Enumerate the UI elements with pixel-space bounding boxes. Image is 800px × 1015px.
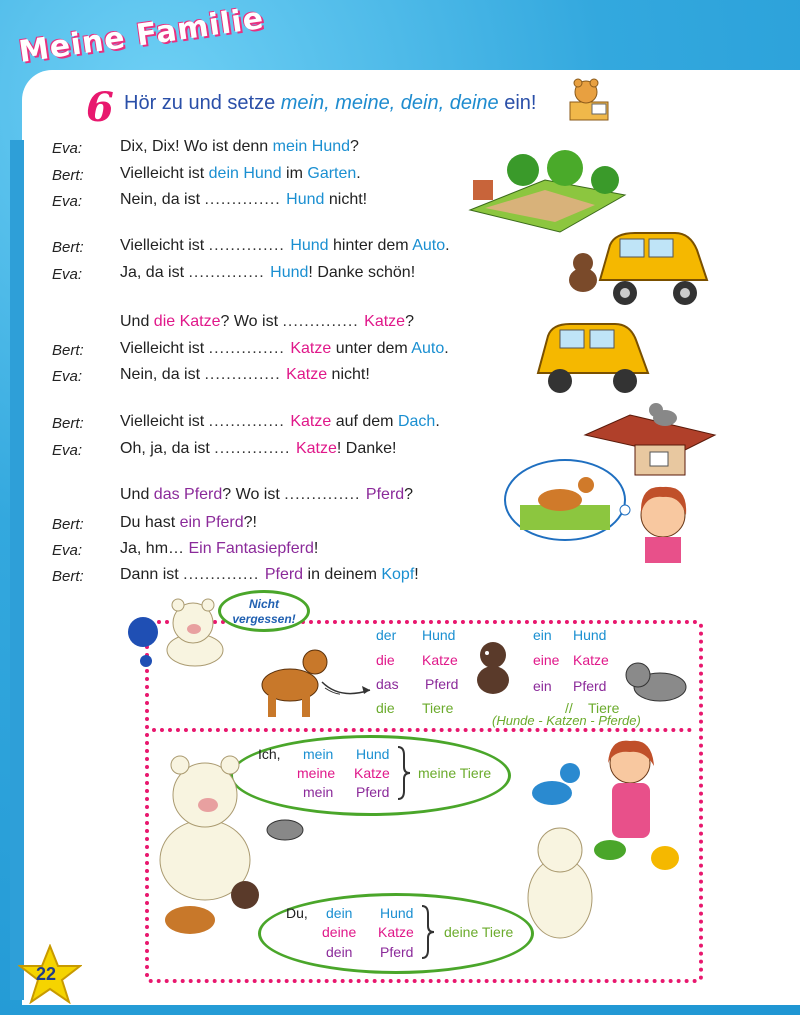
dialog-line <box>120 138 359 156</box>
dialog-text: . <box>444 340 449 357</box>
fill-in-blank[interactable]: .............. <box>204 366 287 383</box>
ich-meine: meine <box>297 765 336 781</box>
du-deine: deine <box>322 924 357 940</box>
task-suffix: ein! <box>498 92 537 114</box>
article-die: die <box>376 652 395 668</box>
dialog-text: Vielleicht ist <box>120 165 209 182</box>
dialog-speaker: Eva: <box>52 542 83 559</box>
garden-illustration <box>465 150 630 235</box>
dialog-text: im <box>281 165 308 182</box>
dialog-text: . <box>445 237 450 254</box>
dialog-text: ! <box>313 540 319 557</box>
dialog-speaker: Bert: <box>52 239 84 256</box>
du-pronoun: Du, <box>286 905 308 921</box>
ich-mein-n: mein <box>303 784 334 800</box>
indef-ein-pferd: ein <box>533 678 552 694</box>
indef-noun-hund: Hund <box>573 627 607 643</box>
task-number: 6 <box>86 84 114 131</box>
dialog-text: Katze <box>286 366 328 383</box>
dialog-text: mein Hund <box>272 138 351 155</box>
dialog-text: in deinem <box>303 566 382 583</box>
dialog-text: Auto <box>412 237 446 254</box>
dialog-text: Hund <box>286 191 325 208</box>
dialog-line <box>120 366 370 384</box>
article-der: der <box>376 627 397 643</box>
dialog-line <box>120 540 318 558</box>
horse-dream-and-girl-illustration <box>500 455 700 565</box>
task-prefix: Hör zu und setze <box>124 92 281 114</box>
fill-in-blank[interactable]: .............. <box>214 440 296 457</box>
noun-tiere: Tiere <box>422 700 454 716</box>
dialog-line <box>120 566 419 584</box>
dialog-line <box>120 313 414 331</box>
fill-in-blank[interactable]: .............. <box>208 237 291 254</box>
dialog-text: ? <box>405 313 414 330</box>
reminder-divider <box>152 728 692 732</box>
dialog-text: nicht! <box>324 191 368 208</box>
dialog-text: Oh, ja, da ist <box>120 440 215 457</box>
fill-in-blank[interactable]: .............. <box>188 264 271 281</box>
fill-in-blank[interactable]: .............. <box>284 486 366 503</box>
dialog-text: nicht! <box>327 366 370 383</box>
dialog-line <box>120 440 396 458</box>
dialog-text: Du hast <box>120 514 180 531</box>
noun-pferd: Pferd <box>425 676 459 692</box>
dialog-text: ? Wo ist <box>220 313 283 330</box>
indef-noun-pferd: Pferd <box>573 678 607 694</box>
dialog-speaker: Eva: <box>52 368 83 385</box>
dialog-text: dein Hund <box>208 165 282 182</box>
plural-note: (Hunde - Katzen - Pferde) <box>492 713 641 728</box>
ich-noun-katze: Katze <box>354 765 390 781</box>
dialog-text: hinter dem <box>328 237 413 254</box>
dialog-text: Ja, da ist <box>120 264 189 281</box>
ich-noun-pferd: Pferd <box>356 784 390 800</box>
girl-with-pets-illustration <box>510 738 690 953</box>
dialog-text: ? <box>404 486 414 503</box>
ich-pronoun: Ich, <box>258 746 281 762</box>
ich-brace <box>396 745 412 801</box>
du-dein: dein <box>326 905 353 921</box>
dialog-text: Katze <box>295 440 337 457</box>
dialog-text: Pferd <box>365 486 405 503</box>
bear-with-pets-illustration <box>150 740 310 950</box>
dialog-text: Ein Fantasiepferd <box>188 540 314 557</box>
indef-noun-tiere: Tiere <box>588 700 620 716</box>
ich-mein: mein <box>303 746 334 762</box>
fill-in-blank[interactable]: .............. <box>208 340 291 357</box>
dialog-text: . <box>356 165 361 182</box>
dialog-speaker: Eva: <box>52 266 83 283</box>
dialog-line <box>120 264 415 282</box>
dialog-text: Kopf <box>381 566 415 583</box>
dialog-speaker: Bert: <box>52 167 84 184</box>
dialog-text: Vielleicht ist <box>120 413 209 430</box>
dialog-text: Und <box>120 486 154 503</box>
decorative-dot-small <box>140 655 152 667</box>
dialog-text: Und <box>120 313 154 330</box>
decorative-dot <box>128 617 158 647</box>
dialog-text: . <box>435 413 440 430</box>
cat-icon <box>620 655 690 705</box>
dialog-text: das Pferd <box>153 486 223 503</box>
dialog-speaker: Eva: <box>52 140 83 157</box>
dialog-line <box>120 486 413 504</box>
dialog-text: ein Pferd <box>179 514 244 531</box>
dialog-text: Vielleicht ist <box>120 340 209 357</box>
dialog-text: Katze <box>290 340 332 357</box>
dialog-text: Garten <box>307 165 357 182</box>
dialog-text: ! <box>414 566 419 583</box>
noun-hund: Hund <box>422 627 456 643</box>
dialog-text: Ja, hm… <box>120 540 189 557</box>
car-illustration <box>530 318 655 398</box>
dialog-text: Dach <box>397 413 436 430</box>
reminder-bubble-line1: Nicht <box>249 597 279 611</box>
dialog-text: ? Wo ist <box>222 486 285 503</box>
dialog-text: ? <box>350 138 359 155</box>
dialog-text: Pferd <box>264 566 304 583</box>
dialog-line <box>120 514 257 532</box>
ich-noun-hund: Hund <box>356 746 390 762</box>
dog-icon <box>465 635 520 700</box>
dialog-line <box>120 413 440 431</box>
dialog-line <box>120 340 449 358</box>
dialog-line <box>120 165 361 183</box>
dialog-text: ! Danke! <box>336 440 397 457</box>
dialog-speaker: Bert: <box>52 568 84 585</box>
dialog-text: ! Danke schön! <box>308 264 416 281</box>
dialog-text: Katze <box>364 313 406 330</box>
dialog-text: die Katze <box>153 313 221 330</box>
dialog-text: Nein, da ist <box>120 191 205 208</box>
indef-eine-katze: eine <box>533 652 560 668</box>
dialog-text: Vielleicht ist <box>120 237 209 254</box>
dialog-line <box>120 191 367 209</box>
du-brace <box>420 904 436 960</box>
writing-bear-icon <box>562 78 612 123</box>
dialog-line <box>120 237 450 255</box>
dialog-text: Dann ist <box>120 566 184 583</box>
dialog-speaker: Eva: <box>52 442 83 459</box>
du-deine-tiere: deine Tiere <box>444 924 514 940</box>
fill-in-blank[interactable]: .............. <box>208 413 291 430</box>
dialog-text: Hund <box>270 264 309 281</box>
arrow-icon <box>320 678 375 700</box>
fill-in-blank[interactable]: .............. <box>183 566 265 583</box>
dialog-text: Dix, Dix! Wo ist denn <box>120 138 273 155</box>
fill-in-blank[interactable]: .............. <box>282 313 365 330</box>
task-instruction <box>124 92 536 115</box>
dialog-speaker: Bert: <box>52 415 84 432</box>
dialog-speaker: Bert: <box>52 516 84 533</box>
dialog-text: ?! <box>243 514 257 531</box>
du-noun-hund: Hund <box>380 905 414 921</box>
fill-in-blank[interactable]: .............. <box>204 191 287 208</box>
dialog-speaker: Bert: <box>52 342 84 359</box>
article-das: das <box>376 676 399 692</box>
du-noun-pferd: Pferd <box>380 944 414 960</box>
dialog-text: auf dem <box>331 413 398 430</box>
dialog-speaker: Eva: <box>52 193 83 210</box>
indef-noun-katze: Katze <box>573 652 609 668</box>
page-number: 22 <box>36 964 57 984</box>
unit-title: Meine Familie <box>16 0 267 71</box>
du-dein-n: dein <box>326 944 353 960</box>
dialog-text: unter dem <box>331 340 412 357</box>
dialog-text: Nein, da ist <box>120 366 205 383</box>
dialog-text: Katze <box>290 413 332 430</box>
noun-katze: Katze <box>422 652 458 668</box>
article-die-plural: die <box>376 700 395 716</box>
dialog-text: Hund <box>290 237 329 254</box>
task-words: mein, meine, dein, deine <box>280 92 499 114</box>
indef-none: // <box>565 700 573 716</box>
dialog-text: Auto <box>411 340 445 357</box>
ich-meine-tiere: meine Tiere <box>418 765 492 781</box>
reminder-bubble <box>218 590 310 632</box>
indef-ein-hund: ein <box>533 627 552 643</box>
reminder-bubble-line2: vergessen! <box>232 612 296 626</box>
du-noun-katze: Katze <box>378 924 414 940</box>
dog-and-car-illustration <box>565 225 715 310</box>
